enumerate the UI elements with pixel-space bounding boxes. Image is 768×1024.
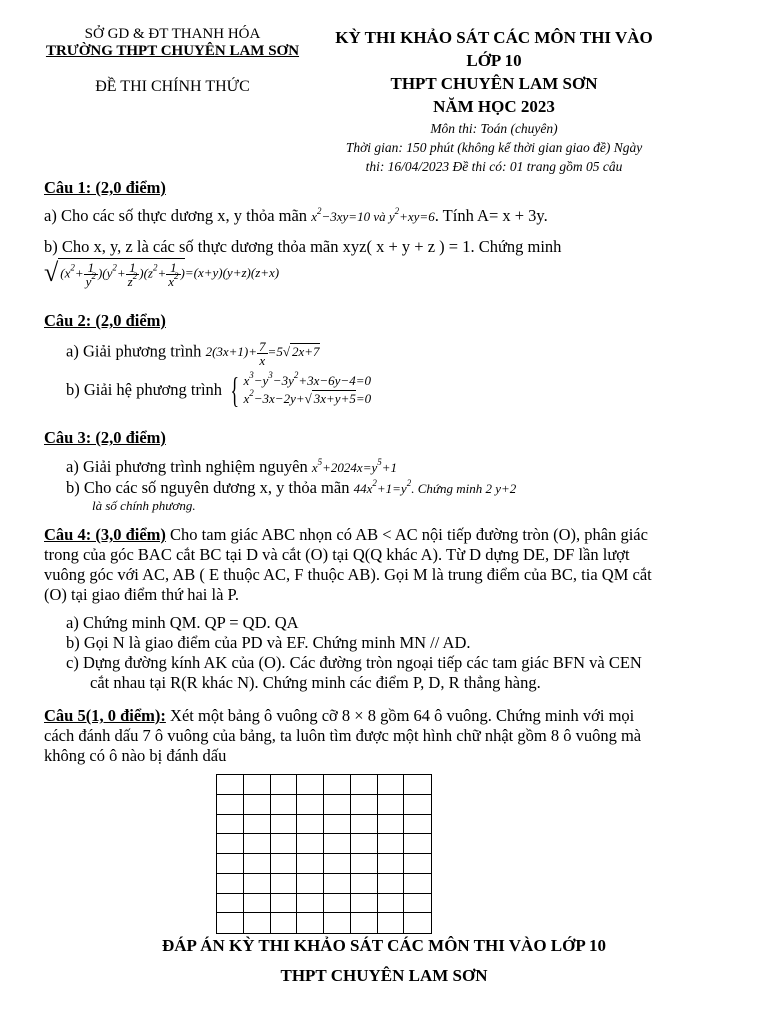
- board-cell: [324, 913, 351, 933]
- board-cell: [404, 795, 431, 815]
- board-cell: [271, 874, 298, 894]
- q1-heading: Câu 1: (2,0 điểm): [44, 178, 166, 197]
- board-cell: [217, 874, 244, 894]
- q3-b-formula: $44x^2+1=y^2$: [353, 478, 412, 496]
- board-cell: [378, 913, 405, 933]
- board-cell: [378, 874, 405, 894]
- board-cell: [297, 913, 324, 933]
- board-cell: [217, 894, 244, 914]
- board-cell: [324, 894, 351, 914]
- board-cell: [404, 834, 431, 854]
- q1-a-tail: . Tính A= x + 3y.: [434, 206, 548, 225]
- board-cell: [217, 815, 244, 835]
- board-cell: [351, 874, 378, 894]
- board-cell: [324, 795, 351, 815]
- board-cell: [351, 834, 378, 854]
- q4-part-c-1: c) Dựng đường kính AK của (O). Các đường tròn ngoại tiếp các tam giác BFN và CEN: [66, 653, 642, 672]
- board-cell: [404, 874, 431, 894]
- q4-heading: Câu 4: (3,0 điểm): [44, 525, 166, 544]
- board-cell: [404, 894, 431, 914]
- board-cell: [378, 854, 405, 874]
- board-cell: [297, 854, 324, 874]
- board-cell: [297, 795, 324, 815]
- header-left: [40, 26, 305, 96]
- board-cell: [244, 775, 271, 795]
- q4-intro-2: trong của góc BAC cắt BC tại D và cắt (O) tại Q(Q khác A). Từ D dựng DE, DF lần lượt: [44, 545, 630, 564]
- board-cell: [297, 815, 324, 835]
- board-cell: [271, 815, 298, 835]
- board-cell: [244, 834, 271, 854]
- board-cell: [378, 834, 405, 854]
- board-cell: [351, 913, 378, 933]
- board-cell: [351, 815, 378, 835]
- q3-b-tail: . Chứng minh 2 y+2: [411, 481, 517, 496]
- q3-heading: Câu 3: (2,0 điểm): [44, 428, 166, 447]
- board-cell: [217, 775, 244, 795]
- exam-time-2: thi: 16/04/2023 Đề thi có: 01 trang gồm 05 câu: [365, 159, 623, 174]
- board-cell: [244, 815, 271, 835]
- q3-a-formula: $x^5+2024x=y^5+1$: [311, 457, 398, 475]
- q2-part-a: [66, 340, 320, 367]
- board-cell: [378, 775, 405, 795]
- board-cell: [297, 775, 324, 795]
- board-cell: [378, 894, 405, 914]
- board-cell: [217, 834, 244, 854]
- board-cell: [351, 795, 378, 815]
- board-cell: [324, 834, 351, 854]
- board-cell: [271, 894, 298, 914]
- answer-title: ĐÁP ÁN KỲ THI KHẢO SÁT CÁC MÔN THI VÀO LỚP 10: [161, 936, 607, 955]
- q5-text-3: không có ô nào bị đánh dấu: [44, 746, 227, 765]
- board-cell: [244, 874, 271, 894]
- q3-a-text: a) Giải phương trình nghiệm nguyên: [66, 457, 308, 476]
- board-cell: [217, 913, 244, 933]
- q4-line-1: [44, 525, 648, 545]
- board-8x8: [216, 774, 432, 934]
- board-cell: [217, 795, 244, 815]
- board-cell: [271, 854, 298, 874]
- school-name: TRƯỜNG THPT CHUYÊN LAM SƠN: [45, 43, 300, 59]
- department-name: SỞ GD & ĐT THANH HÓA: [84, 26, 261, 42]
- board-cell: [324, 775, 351, 795]
- exam-title: KỲ THI KHẢO SÁT CÁC MÔN THI VÀO: [335, 28, 653, 47]
- board-cell: [271, 775, 298, 795]
- board-cell: [244, 913, 271, 933]
- board-cell: [297, 894, 324, 914]
- q3-b-line2: là số chính phương.: [92, 498, 196, 513]
- header-right: [318, 26, 670, 176]
- exam-school: THPT CHUYÊN LAM SƠN: [390, 74, 598, 93]
- q4-part-b: b) Gọi N là giao điểm của PD và EF. Chứng minh MN // AD.: [66, 633, 471, 652]
- board-cell: [351, 775, 378, 795]
- board-cell: [404, 854, 431, 874]
- q3-b-text: b) Cho các số nguyên dương x, y thỏa mãn: [66, 478, 350, 497]
- board-cell: [217, 854, 244, 874]
- board-cell: [351, 854, 378, 874]
- board-cell: [324, 815, 351, 835]
- board-cell: [244, 795, 271, 815]
- q5-text-1: Xét một bảng ô vuông cỡ 8 × 8 gồm 64 ô vuông. Chứng minh với mọi: [170, 706, 635, 725]
- q1-a-text: a) Cho các số thực dương x, y thỏa mãn: [44, 206, 308, 225]
- board-cell: [271, 834, 298, 854]
- q4-part-c-2: cắt nhau tại R(R khác N). Chứng minh các điểm P, D, R thẳng hàng.: [90, 673, 541, 692]
- q5-line-1: [44, 706, 634, 726]
- board-cell: [271, 795, 298, 815]
- board-cell: [297, 834, 324, 854]
- board-cell: [297, 874, 324, 894]
- answer-subtitle: THPT CHUYÊN LAM SƠN: [280, 966, 488, 985]
- q2-part-b: b) Giải hệ phương trình { $x^3-y^3-3y^2+3x-6y-4=0$ $x^2-3x-2y+√$ 3x+y+5=0: [66, 370, 372, 410]
- q3-part-a: [66, 457, 397, 477]
- q4-intro-1: Cho tam giác ABC nhọn có AB < AC nội tiếp đường tròn (O), phân giác: [170, 525, 648, 544]
- board-cell: [378, 815, 405, 835]
- q1-a-formula: $x^2-3xy=10$ và $y^2+xy=6$: [311, 206, 435, 224]
- q2-heading: Câu 2: (2,0 điểm): [44, 311, 166, 330]
- exam-year: NĂM HỌC 2023: [433, 97, 555, 116]
- q1-part-b: b) Cho x, y, z là các số thực dương thỏa mãn xyz( x + y + z ) = 1. Chứng minh: [44, 237, 562, 256]
- q2-b-text: b) Giải hệ phương trình: [66, 380, 223, 399]
- exam-time-1: Thời gian: 150 phút (không kể thời gian giao đề) Ngày: [345, 140, 643, 155]
- board-cell: [271, 913, 298, 933]
- q3-part-b: [66, 478, 516, 498]
- q4-intro-4: (O) tại giao điểm thứ hai là P.: [44, 585, 239, 604]
- official-label: ĐỀ THI CHÍNH THỨC: [95, 78, 250, 95]
- q4-part-a: a) Chứng minh QM. QP = QD. QA: [66, 613, 299, 632]
- exam-grade: LỚP 10: [466, 51, 522, 70]
- q2-a-text: a) Giải phương trình: [66, 341, 202, 361]
- q5-heading: Câu 5(1, 0 điểm):: [44, 706, 166, 725]
- q1-b-formula: √ ($x^2+$ $\frac{1}{y^2}$ )($y^2+$ $\frac{1}{z^2}$ )($z^2+$ $\frac{1}{x^2}$ )=(x+y)(y+z)(z+x): [44, 258, 280, 289]
- board-cell: [324, 854, 351, 874]
- board-cell: [404, 775, 431, 795]
- board-cell: [244, 854, 271, 874]
- board-cell: [324, 874, 351, 894]
- board-cell: [404, 815, 431, 835]
- q4-intro-3: vuông góc với AC, AB ( E thuộc AC, F thuộc AB). Gọi M là trung điểm của BC, tia QM cắt: [44, 565, 652, 584]
- q2-b-system: $x^3-y^3-3y^2+3x-6y-4=0$ $x^2-3x-2y+√$ 3x+y+5=0: [243, 370, 372, 406]
- exam-subject: Môn thi: Toán (chuyên): [430, 121, 558, 136]
- board-cell: [404, 913, 431, 933]
- board-cell: [378, 795, 405, 815]
- q1-part-a: [44, 206, 548, 226]
- q5-text-2: cách đánh dấu 7 ô vuông của bảng, ta luôn tìm được một hình chữ nhật gồm 8 ô vuông mà: [44, 726, 642, 745]
- board-cell: [244, 894, 271, 914]
- board-cell: [351, 894, 378, 914]
- q2-a-formula: 2(3x+1)+ $\frac{7}{x}$ =5√ 2x+7: [205, 339, 320, 368]
